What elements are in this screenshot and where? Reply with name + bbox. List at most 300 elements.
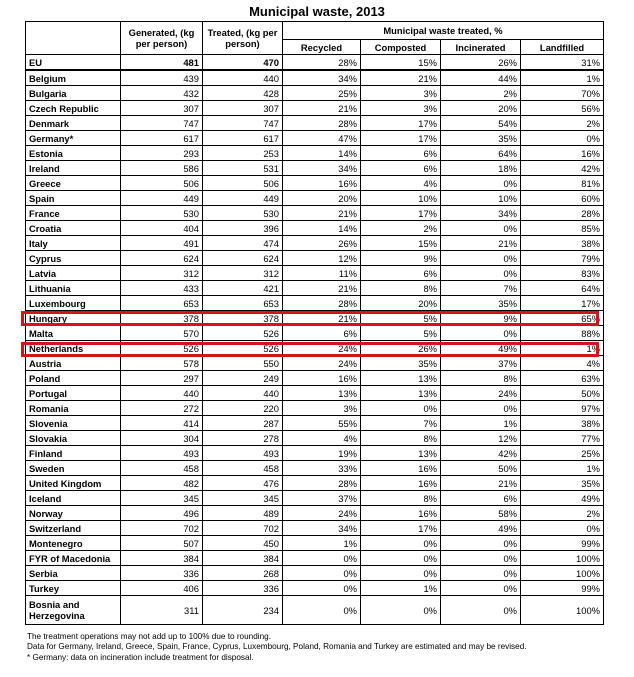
cell-incinerated: 0%: [441, 536, 521, 551]
cell-generated: 458: [121, 461, 203, 476]
cell-composted: 1%: [361, 581, 441, 596]
cell-treated: 249: [203, 371, 283, 386]
cell-treated: 312: [203, 266, 283, 281]
cell-incinerated: 1%: [441, 416, 521, 431]
table-row: [26, 446, 604, 461]
cell-landfilled: 77%: [521, 431, 604, 446]
cell-landfilled: 2%: [521, 116, 604, 131]
cell-incinerated: 35%: [441, 296, 521, 311]
cell-incinerated: 9%: [441, 311, 521, 326]
cell-landfilled: 100%: [521, 551, 604, 566]
cell-composted: 5%: [361, 311, 441, 326]
table-row: [26, 581, 604, 596]
cell-recycled: 24%: [283, 341, 361, 356]
header-treated: Treated, (kg per person): [203, 22, 283, 55]
cell-treated: 702: [203, 521, 283, 536]
cell-generated: 440: [121, 386, 203, 401]
cell-landfilled: 31%: [521, 55, 604, 71]
cell-recycled: 16%: [283, 176, 361, 191]
cell-landfilled: 79%: [521, 251, 604, 266]
cell-country: United Kingdom: [26, 476, 121, 491]
cell-incinerated: 8%: [441, 371, 521, 386]
cell-generated: 345: [121, 491, 203, 506]
table-row: [26, 55, 604, 71]
cell-landfilled: 38%: [521, 416, 604, 431]
cell-landfilled: 0%: [521, 131, 604, 146]
cell-country: Greece: [26, 176, 121, 191]
cell-incinerated: 21%: [441, 476, 521, 491]
cell-generated: 439: [121, 70, 203, 86]
cell-incinerated: 21%: [441, 236, 521, 251]
cell-composted: 13%: [361, 371, 441, 386]
table-row: [26, 101, 604, 116]
cell-generated: 404: [121, 221, 203, 236]
cell-recycled: 24%: [283, 506, 361, 521]
cell-composted: 16%: [361, 461, 441, 476]
cell-recycled: 4%: [283, 431, 361, 446]
cell-composted: 6%: [361, 146, 441, 161]
cell-landfilled: 1%: [521, 341, 604, 356]
cell-recycled: 34%: [283, 521, 361, 536]
header-incinerated: Incinerated: [441, 40, 521, 55]
cell-recycled: 21%: [283, 206, 361, 221]
cell-recycled: 47%: [283, 131, 361, 146]
table-row: [26, 476, 604, 491]
cell-generated: 384: [121, 551, 203, 566]
cell-landfilled: 16%: [521, 146, 604, 161]
cell-recycled: 11%: [283, 266, 361, 281]
cell-treated: 476: [203, 476, 283, 491]
cell-landfilled: 100%: [521, 596, 604, 625]
table-row: [26, 296, 604, 311]
header-country: [26, 22, 121, 55]
cell-treated: 506: [203, 176, 283, 191]
cell-country: Denmark: [26, 116, 121, 131]
cell-composted: 17%: [361, 116, 441, 131]
cell-treated: 474: [203, 236, 283, 251]
cell-country: Czech Republic: [26, 101, 121, 116]
cell-treated: 440: [203, 386, 283, 401]
cell-generated: 449: [121, 191, 203, 206]
cell-country: Slovenia: [26, 416, 121, 431]
header-landfilled: Landfilled: [521, 40, 604, 55]
cell-treated: 278: [203, 431, 283, 446]
cell-incinerated: 49%: [441, 521, 521, 536]
cell-country: Norway: [26, 506, 121, 521]
cell-generated: 526: [121, 341, 203, 356]
table-row: [26, 251, 604, 266]
cell-recycled: 6%: [283, 326, 361, 341]
cell-incinerated: 37%: [441, 356, 521, 371]
header-composted: Composted: [361, 40, 441, 55]
cell-recycled: 25%: [283, 86, 361, 101]
cell-generated: 617: [121, 131, 203, 146]
table-row: [26, 521, 604, 536]
cell-landfilled: 49%: [521, 491, 604, 506]
cell-generated: 304: [121, 431, 203, 446]
cell-landfilled: 35%: [521, 476, 604, 491]
cell-country: Turkey: [26, 581, 121, 596]
cell-recycled: 3%: [283, 401, 361, 416]
cell-country: Montenegro: [26, 536, 121, 551]
cell-composted: 21%: [361, 70, 441, 86]
table-title: Municipal waste, 2013: [249, 4, 385, 19]
cell-generated: 491: [121, 236, 203, 251]
table-row: [26, 431, 604, 446]
cell-composted: 17%: [361, 206, 441, 221]
cell-composted: 26%: [361, 341, 441, 356]
cell-composted: 15%: [361, 55, 441, 71]
cell-composted: 17%: [361, 521, 441, 536]
cell-treated: 624: [203, 251, 283, 266]
cell-composted: 17%: [361, 131, 441, 146]
cell-recycled: 26%: [283, 236, 361, 251]
cell-landfilled: 38%: [521, 236, 604, 251]
cell-treated: 526: [203, 326, 283, 341]
cell-treated: 458: [203, 461, 283, 476]
cell-recycled: 0%: [283, 551, 361, 566]
cell-incinerated: 0%: [441, 596, 521, 625]
footnote-germany: * Germany: data on incineration include treatment for disposal.: [27, 652, 254, 662]
cell-country: Hungary: [26, 311, 121, 326]
cell-recycled: 28%: [283, 476, 361, 491]
cell-landfilled: 65%: [521, 311, 604, 326]
cell-treated: 493: [203, 446, 283, 461]
cell-country: EU: [26, 55, 121, 71]
cell-treated: 396: [203, 221, 283, 236]
cell-recycled: 34%: [283, 70, 361, 86]
table-row: [26, 266, 604, 281]
cell-incinerated: 64%: [441, 146, 521, 161]
cell-landfilled: 28%: [521, 206, 604, 221]
cell-treated: 530: [203, 206, 283, 221]
cell-country: Bosnia and Herzegovina: [26, 596, 121, 625]
cell-generated: 530: [121, 206, 203, 221]
cell-landfilled: 88%: [521, 326, 604, 341]
cell-country: France: [26, 206, 121, 221]
cell-recycled: 20%: [283, 191, 361, 206]
cell-incinerated: 54%: [441, 116, 521, 131]
cell-landfilled: 70%: [521, 86, 604, 101]
table-row: [26, 326, 604, 341]
cell-composted: 3%: [361, 86, 441, 101]
cell-treated: 336: [203, 581, 283, 596]
cell-generated: 433: [121, 281, 203, 296]
table-row: [26, 386, 604, 401]
cell-country: Switzerland: [26, 521, 121, 536]
cell-recycled: 21%: [283, 281, 361, 296]
cell-composted: 2%: [361, 221, 441, 236]
cell-composted: 5%: [361, 326, 441, 341]
cell-recycled: 24%: [283, 356, 361, 371]
cell-generated: 506: [121, 176, 203, 191]
table-row: [26, 491, 604, 506]
cell-generated: 702: [121, 521, 203, 536]
cell-incinerated: 24%: [441, 386, 521, 401]
cell-composted: 9%: [361, 251, 441, 266]
header-generated: Generated, (kg per person): [121, 22, 203, 55]
cell-incinerated: 2%: [441, 86, 521, 101]
cell-country: Sweden: [26, 461, 121, 476]
table-row: [26, 341, 604, 356]
cell-incinerated: 0%: [441, 326, 521, 341]
cell-generated: 312: [121, 266, 203, 281]
cell-incinerated: 20%: [441, 101, 521, 116]
cell-generated: 624: [121, 251, 203, 266]
cell-country: Portugal: [26, 386, 121, 401]
cell-incinerated: 0%: [441, 221, 521, 236]
cell-composted: 0%: [361, 596, 441, 625]
table-row: [26, 206, 604, 221]
header-treated-percent: Municipal waste treated, %: [283, 22, 604, 40]
cell-landfilled: 63%: [521, 371, 604, 386]
table-row: [26, 191, 604, 206]
cell-landfilled: 99%: [521, 581, 604, 596]
cell-treated: 378: [203, 311, 283, 326]
cell-composted: 4%: [361, 176, 441, 191]
cell-incinerated: 0%: [441, 266, 521, 281]
cell-generated: 297: [121, 371, 203, 386]
cell-recycled: 34%: [283, 161, 361, 176]
footnote-estimates: Data for Germany, Ireland, Greece, Spain, France, Cyprus, Luxembourg, Poland, Romania and Turkey are estimated and may be revised.: [27, 642, 527, 652]
cell-incinerated: 12%: [441, 431, 521, 446]
table-row: [26, 536, 604, 551]
table-row: [26, 311, 604, 326]
cell-composted: 0%: [361, 551, 441, 566]
cell-incinerated: 10%: [441, 191, 521, 206]
table-row: [26, 221, 604, 236]
cell-landfilled: 64%: [521, 281, 604, 296]
cell-generated: 432: [121, 86, 203, 101]
cell-country: Finland: [26, 446, 121, 461]
cell-incinerated: 50%: [441, 461, 521, 476]
cell-landfilled: 4%: [521, 356, 604, 371]
cell-country: Luxembourg: [26, 296, 121, 311]
cell-incinerated: 49%: [441, 341, 521, 356]
cell-generated: 570: [121, 326, 203, 341]
cell-treated: 345: [203, 491, 283, 506]
cell-country: Serbia: [26, 566, 121, 581]
cell-country: Estonia: [26, 146, 121, 161]
cell-country: Lithuania: [26, 281, 121, 296]
cell-treated: 653: [203, 296, 283, 311]
cell-generated: 496: [121, 506, 203, 521]
cell-country: Austria: [26, 356, 121, 371]
cell-treated: 287: [203, 416, 283, 431]
cell-landfilled: 17%: [521, 296, 604, 311]
cell-composted: 8%: [361, 281, 441, 296]
table-row: [26, 566, 604, 581]
footnote-rounding: The treatment operations may not add up to 100% due to rounding.: [27, 632, 271, 641]
table-body: [26, 55, 604, 625]
cell-landfilled: 42%: [521, 161, 604, 176]
cell-generated: 578: [121, 356, 203, 371]
cell-country: Bulgaria: [26, 86, 121, 101]
cell-landfilled: 2%: [521, 506, 604, 521]
cell-recycled: 28%: [283, 296, 361, 311]
footnotes: [27, 632, 527, 663]
cell-generated: 482: [121, 476, 203, 491]
cell-treated: 531: [203, 161, 283, 176]
cell-composted: 35%: [361, 356, 441, 371]
table-row: [26, 146, 604, 161]
cell-country: Poland: [26, 371, 121, 386]
table-row: [26, 86, 604, 101]
cell-treated: 220: [203, 401, 283, 416]
cell-composted: 8%: [361, 431, 441, 446]
cell-landfilled: 99%: [521, 536, 604, 551]
cell-incinerated: 26%: [441, 55, 521, 71]
cell-country: Iceland: [26, 491, 121, 506]
cell-treated: 384: [203, 551, 283, 566]
cell-country: Slovakia: [26, 431, 121, 446]
cell-generated: 406: [121, 581, 203, 596]
cell-generated: 507: [121, 536, 203, 551]
cell-treated: 440: [203, 70, 283, 86]
cell-generated: 653: [121, 296, 203, 311]
cell-landfilled: 56%: [521, 101, 604, 116]
cell-composted: 15%: [361, 236, 441, 251]
cell-recycled: 37%: [283, 491, 361, 506]
cell-treated: 617: [203, 131, 283, 146]
cell-composted: 6%: [361, 161, 441, 176]
cell-composted: 10%: [361, 191, 441, 206]
cell-generated: 378: [121, 311, 203, 326]
cell-treated: 747: [203, 116, 283, 131]
cell-composted: 0%: [361, 401, 441, 416]
cell-treated: 449: [203, 191, 283, 206]
cell-recycled: 12%: [283, 251, 361, 266]
cell-treated: 489: [203, 506, 283, 521]
municipal-waste-table: [25, 21, 604, 625]
cell-treated: 428: [203, 86, 283, 101]
cell-composted: 3%: [361, 101, 441, 116]
cell-composted: 7%: [361, 416, 441, 431]
table-row: [26, 596, 604, 625]
table-row: [26, 401, 604, 416]
cell-country: FYR of Macedonia: [26, 551, 121, 566]
cell-recycled: 28%: [283, 55, 361, 71]
cell-composted: 6%: [361, 266, 441, 281]
cell-generated: 414: [121, 416, 203, 431]
cell-treated: 268: [203, 566, 283, 581]
cell-recycled: 14%: [283, 221, 361, 236]
cell-treated: 550: [203, 356, 283, 371]
cell-recycled: 55%: [283, 416, 361, 431]
cell-treated: 234: [203, 596, 283, 625]
cell-landfilled: 0%: [521, 521, 604, 536]
cell-country: Belgium: [26, 70, 121, 86]
cell-landfilled: 60%: [521, 191, 604, 206]
table-row: [26, 281, 604, 296]
cell-incinerated: 0%: [441, 581, 521, 596]
cell-landfilled: 97%: [521, 401, 604, 416]
cell-incinerated: 0%: [441, 251, 521, 266]
cell-composted: 16%: [361, 506, 441, 521]
cell-recycled: 0%: [283, 581, 361, 596]
cell-recycled: 19%: [283, 446, 361, 461]
cell-recycled: 13%: [283, 386, 361, 401]
cell-landfilled: 83%: [521, 266, 604, 281]
cell-landfilled: 85%: [521, 221, 604, 236]
table-row: [26, 416, 604, 431]
cell-incinerated: 0%: [441, 566, 521, 581]
table-row: [26, 371, 604, 386]
cell-country: Ireland: [26, 161, 121, 176]
table-row: [26, 356, 604, 371]
cell-generated: 311: [121, 596, 203, 625]
cell-recycled: 14%: [283, 146, 361, 161]
table-row: [26, 116, 604, 131]
cell-composted: 20%: [361, 296, 441, 311]
cell-country: Cyprus: [26, 251, 121, 266]
table-row: [26, 551, 604, 566]
cell-generated: 293: [121, 146, 203, 161]
table-row: [26, 176, 604, 191]
cell-recycled: 28%: [283, 116, 361, 131]
cell-generated: 586: [121, 161, 203, 176]
cell-country: Netherlands: [26, 341, 121, 356]
cell-generated: 493: [121, 446, 203, 461]
cell-composted: 16%: [361, 476, 441, 491]
cell-incinerated: 35%: [441, 131, 521, 146]
cell-country: Italy: [26, 236, 121, 251]
cell-recycled: 0%: [283, 566, 361, 581]
cell-incinerated: 0%: [441, 176, 521, 191]
cell-recycled: 21%: [283, 311, 361, 326]
cell-landfilled: 50%: [521, 386, 604, 401]
cell-treated: 307: [203, 101, 283, 116]
cell-incinerated: 34%: [441, 206, 521, 221]
cell-generated: 747: [121, 116, 203, 131]
cell-landfilled: 25%: [521, 446, 604, 461]
table-row: [26, 236, 604, 251]
cell-recycled: 1%: [283, 536, 361, 551]
cell-incinerated: 7%: [441, 281, 521, 296]
cell-recycled: 16%: [283, 371, 361, 386]
cell-incinerated: 18%: [441, 161, 521, 176]
cell-incinerated: 44%: [441, 70, 521, 86]
cell-incinerated: 0%: [441, 401, 521, 416]
cell-country: Croatia: [26, 221, 121, 236]
cell-generated: 481: [121, 55, 203, 71]
cell-generated: 272: [121, 401, 203, 416]
cell-treated: 253: [203, 146, 283, 161]
cell-country: Malta: [26, 326, 121, 341]
cell-composted: 8%: [361, 491, 441, 506]
cell-landfilled: 1%: [521, 461, 604, 476]
cell-incinerated: 58%: [441, 506, 521, 521]
cell-treated: 421: [203, 281, 283, 296]
table-row: [26, 506, 604, 521]
cell-incinerated: 6%: [441, 491, 521, 506]
cell-landfilled: 81%: [521, 176, 604, 191]
cell-composted: 13%: [361, 386, 441, 401]
cell-generated: 307: [121, 101, 203, 116]
cell-composted: 0%: [361, 566, 441, 581]
cell-landfilled: 100%: [521, 566, 604, 581]
cell-recycled: 21%: [283, 101, 361, 116]
cell-treated: 526: [203, 341, 283, 356]
cell-incinerated: 0%: [441, 551, 521, 566]
table-row: [26, 461, 604, 476]
cell-generated: 336: [121, 566, 203, 581]
cell-treated: 450: [203, 536, 283, 551]
table-row: [26, 70, 604, 86]
cell-composted: 13%: [361, 446, 441, 461]
cell-country: Spain: [26, 191, 121, 206]
table-row: [26, 161, 604, 176]
